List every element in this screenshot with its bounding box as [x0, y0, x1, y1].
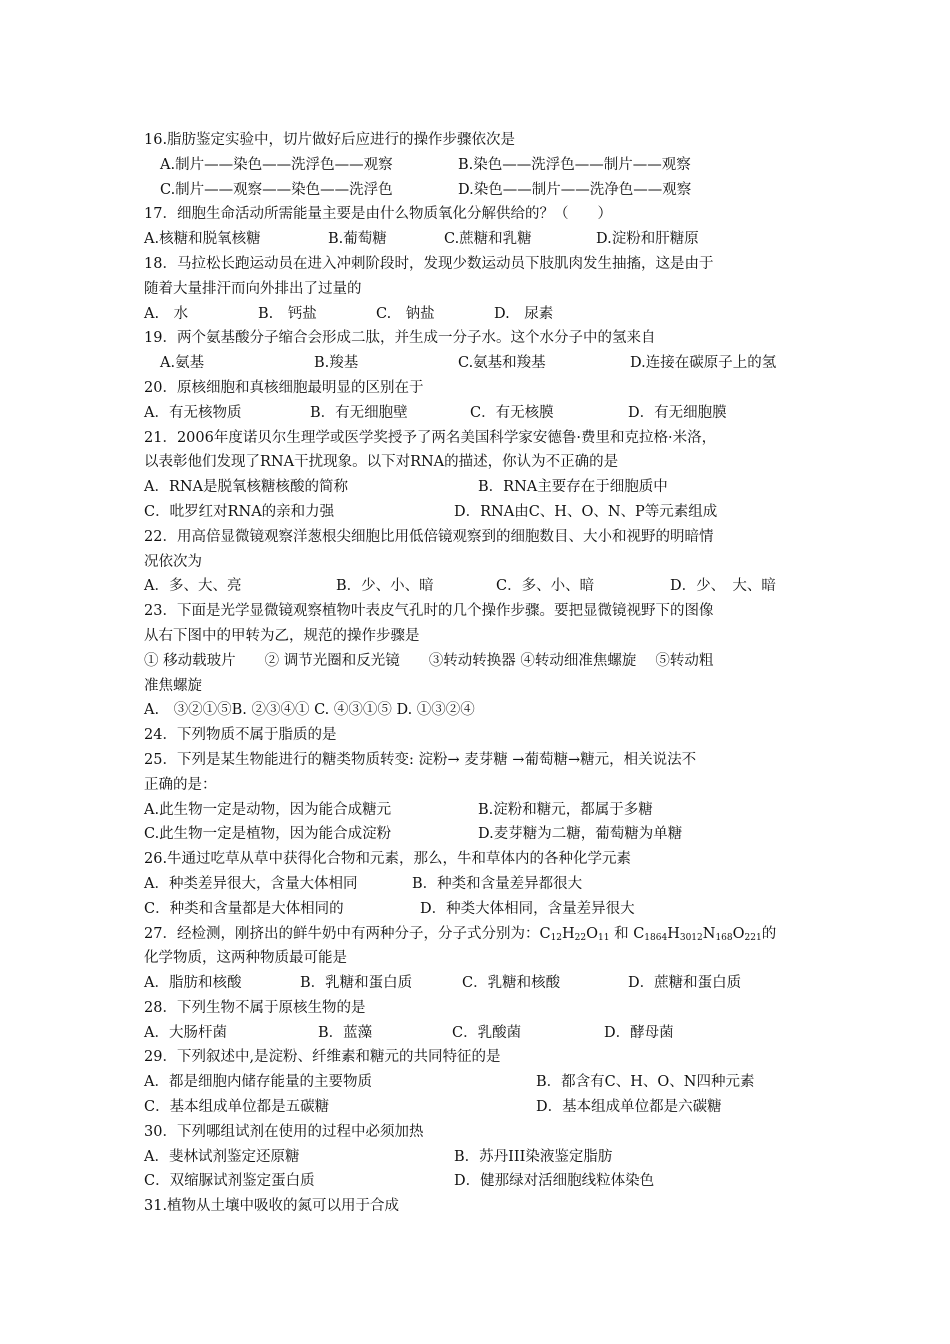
- q23-steps-line-1: ① 移动载玻片 ② 调节光圈和反光镜 ③转动转换器 ④转动细准焦螺旋 ⑤转动粗: [144, 652, 714, 669]
- q29-option-a: A．都是细胞内储存能量的主要物质: [144, 1074, 372, 1091]
- q25-option-d: D.麦芽糖为二糖，葡萄糖为单糖: [478, 826, 683, 843]
- q22-option-b: B．少、小、暗: [336, 578, 434, 595]
- q28-option-c: C．乳酸菌: [452, 1024, 522, 1041]
- q30-option-d: D．健那绿对活细胞线粒体染色: [454, 1173, 655, 1190]
- q16-option-d: D.染色——制片——洗净色——观察: [458, 181, 692, 198]
- q22-options-row: [144, 574, 824, 599]
- q25-options-row-1: [144, 798, 824, 823]
- q22-option-a: A．多、大、亮: [144, 578, 242, 595]
- q27-formula-1: $C_{12}H_{22}O_{11}$: [539, 925, 610, 943]
- q28-option-d: D．酵母菌: [604, 1024, 674, 1041]
- q30-stem: 30．下列哪组试剂在使用的过程中必须加热: [144, 1123, 424, 1140]
- q19-option-a: A.氨基: [160, 355, 205, 372]
- q21-option-a: A．RNA是脱氧核糖核酸的简称: [144, 479, 349, 496]
- q23-stem-line-1: 23．下面是光学显微镜观察植物叶表皮气孔时的几个操作步骤。要把显微镜视野下的图像: [144, 603, 714, 620]
- q25-options-row-2: [144, 822, 824, 847]
- q21-option-b: B．RNA主要存在于细胞质中: [478, 479, 668, 496]
- q17-stem: 17．细胞生命活动所需能量主要是由什么物质氧化分解供给的？（ ）: [144, 206, 612, 223]
- q18-stem-line-1: 18．马拉松长跑运动员在进入冲刺阶段时，发现少数运动员下肢肌肉发生抽搐，这是由于: [144, 255, 714, 272]
- q20-option-a: A．有无核物质: [144, 404, 242, 421]
- q21-option-d: D．RNA由C、H、O、N、P等元素组成: [454, 503, 718, 520]
- q23-steps-line-2: 准焦螺旋: [144, 677, 202, 694]
- q28-options-row: [144, 1021, 824, 1046]
- q27-stem-suffix: 的: [761, 925, 777, 942]
- q28-stem: 28．下列生物不属于原核生物的是: [144, 999, 366, 1016]
- q20-option-b: B．有无细胞壁: [310, 404, 408, 421]
- q27-option-b: B．乳糖和蛋白质: [300, 975, 413, 992]
- q29-option-b: B．都含有C、H、O、N四种元素: [536, 1074, 755, 1091]
- q30-option-b: B．苏丹III染液鉴定脂肪: [454, 1148, 613, 1165]
- q26-option-d: D．种类大体相同，含量差异很大: [420, 900, 635, 917]
- q25-stem-line-1: 25．下列是某生物能进行的糖类物质转变: 淀粉→ 麦芽糖 →葡萄糖→糖元，相关说法不: [144, 751, 697, 768]
- q18-option-c: C. 钠盐: [376, 305, 435, 322]
- q26-options-row-2: [144, 897, 824, 922]
- q23-options: A. ③②①⑤B. ②③④① C. ④③①⑤ D. ①③②④: [144, 702, 475, 719]
- q21-stem-line-1: 21．2006年度诺贝尔生理学或医学奖授予了两名美国科学家安德鲁·费里和克拉格·米洛，: [144, 429, 717, 446]
- q18-option-b: B. 钙盐: [258, 305, 317, 322]
- q31-stem: 31.植物从土壤中吸收的氮可以用于合成: [144, 1198, 400, 1215]
- q28-option-b: B．蓝藻: [318, 1024, 373, 1041]
- q30-options-row-1: [144, 1145, 824, 1170]
- q27-option-d: D．蔗糖和蛋白质: [628, 975, 742, 992]
- q29-stem: 29．下列叙述中,是淀粉、纤维素和糖元的共同特征的是: [144, 1049, 501, 1066]
- q18-option-a: A. 水: [144, 305, 189, 322]
- q22-option-c: C．多、小、暗: [496, 578, 595, 595]
- q30-option-c: C．双缩脲试剂鉴定蛋白质: [144, 1173, 315, 1190]
- q16-option-a: A.制片——染色——洗浮色——观察: [160, 156, 393, 173]
- q20-option-d: D．有无细胞膜: [628, 404, 727, 421]
- q27-stem-line-1: 27．经检测，刚挤出的鲜牛奶中有两种分子，分子式分别为：$C_{12}H_{22}O_{11}$ 和 $C_{1864}H_{3012}N_{168}O_{221}$的: [144, 925, 777, 943]
- q19-option-d: D.连接在碳原子上的氢: [630, 355, 777, 372]
- q26-options-row-1: [144, 872, 824, 897]
- q27-option-a: A．脂肪和核酸: [144, 975, 242, 992]
- q17-option-d: D.淀粉和肝糖原: [596, 231, 699, 248]
- q16-option-b: B.染色——洗浮色——制片——观察: [458, 156, 691, 173]
- q27-stem-line-2: 化学物质，这两种物质最可能是: [144, 950, 347, 967]
- q19-option-c: C.氨基和羧基: [458, 355, 546, 372]
- q23-stem-line-2: 从右下图中的甲转为乙，规范的操作步骤是: [144, 627, 420, 644]
- q19-options-row: [144, 351, 824, 376]
- q22-option-d: D．少、 大、暗: [670, 578, 776, 595]
- q29-options-row-1: [144, 1070, 824, 1095]
- q18-options-row: [144, 302, 824, 327]
- q16-option-c: C.制片——观察——染色——洗浮色: [160, 181, 393, 198]
- q26-stem: 26.牛通过吃草从草中获得化合物和元素，那么，牛和草体内的各种化学元素: [144, 851, 632, 868]
- q17-option-b: B.葡萄糖: [328, 231, 387, 248]
- q21-stem-line-2: 以表彰他们发现了RNA干扰现象。以下对RNA的描述，你认为不正确的是: [144, 454, 619, 471]
- q20-option-c: C．有无核膜: [470, 404, 554, 421]
- exam-page: [144, 128, 824, 1219]
- q19-stem: 19．两个氨基酸分子缩合会形成二肽，并生成一分子水。这个水分子中的氢来自: [144, 330, 656, 347]
- q16-options-row-1: [144, 153, 824, 178]
- q20-stem: 20．原核细胞和真核细胞最明显的区别在于: [144, 379, 424, 396]
- q21-options-row-1: [144, 475, 824, 500]
- q30-option-a: A．斐林试剂鉴定还原糖: [144, 1148, 300, 1165]
- q17-option-c: C.蔗糖和乳糖: [444, 231, 532, 248]
- q26-option-b: B．种类和含量差异都很大: [412, 875, 583, 892]
- q29-option-c: C．基本组成单位都是五碳糖: [144, 1099, 330, 1116]
- q29-options-row-2: [144, 1095, 824, 1120]
- q20-options-row: [144, 401, 824, 426]
- q22-stem-line-2: 况依次为: [144, 553, 202, 570]
- q21-option-c: C．吡罗红对RNA的亲和力强: [144, 503, 335, 520]
- q25-option-b: B.淀粉和糖元，都属于多糖: [478, 801, 653, 818]
- q27-stem-prefix: 27．经检测，刚挤出的鲜牛奶中有两种分子，分子式分别为：: [144, 925, 540, 942]
- q22-stem-line-1: 22．用高倍显微镜观察洋葱根尖细胞比用低倍镜观察到的细胞数目、大小和视野的明暗情: [144, 528, 714, 545]
- q29-option-d: D．基本组成单位都是六碳糖: [536, 1099, 722, 1116]
- q25-stem-line-2: 正确的是：: [144, 776, 217, 793]
- q18-stem-line-2: 随着大量排汗而向外排出了过量的: [144, 280, 362, 297]
- q24-stem: 24．下列物质不属于脂质的是: [144, 727, 337, 744]
- q25-option-a: A.此生物一定是动物，因为能合成糖元: [144, 801, 392, 818]
- q26-option-a: A．种类差异很大，含量大体相同: [144, 875, 358, 892]
- q19-option-b: B.羧基: [314, 355, 359, 372]
- q27-formula-2: $C_{1864}H_{3012}N_{168}O_{221}$: [633, 925, 762, 943]
- q27-options-row: [144, 971, 824, 996]
- q16-options-row-2: [144, 178, 824, 203]
- q16-stem: 16.脂肪鉴定实验中，切片做好后应进行的操作步骤依次是: [144, 132, 516, 148]
- q25-option-c: C.此生物一定是植物，因为能合成淀粉: [144, 826, 392, 843]
- q17-options-row: [144, 227, 824, 252]
- q21-options-row-2: [144, 500, 824, 525]
- q30-options-row-2: [144, 1169, 824, 1194]
- q28-option-a: A．大肠杆菌: [144, 1024, 227, 1041]
- q17-option-a: A.核糖和脱氧核糖: [144, 231, 261, 248]
- q26-option-c: C．种类和含量都是大体相同的: [144, 900, 344, 917]
- q27-option-c: C．乳糖和核酸: [462, 975, 561, 992]
- q18-option-d: D. 尿素: [494, 305, 554, 322]
